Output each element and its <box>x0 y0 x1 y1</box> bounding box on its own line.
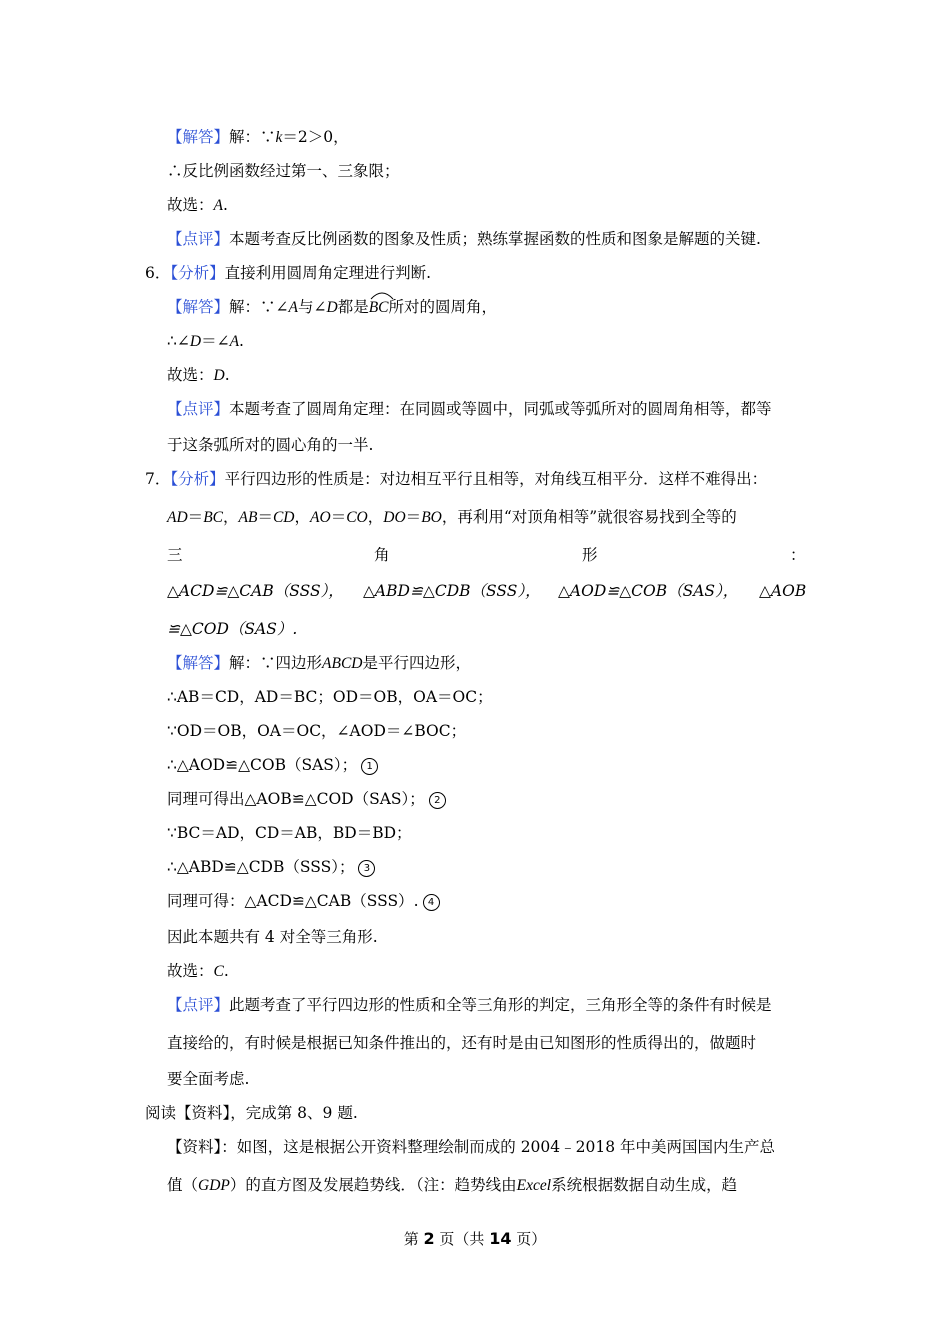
page-total: 14 <box>489 1229 512 1248</box>
q7-step-7: 同理可得：△ACD≌△CAB（SSS）. 4 <box>167 890 440 912</box>
q7-split-char-3: 形 <box>582 546 598 564</box>
q7-step-6: ∴△ABD≌△CDB（SSS）； 3 <box>167 856 375 878</box>
arc-icon <box>369 290 395 300</box>
page-footer: 第 2 页（共 14 页） <box>403 1229 547 1248</box>
comment-tag: 【点评】 <box>167 996 230 1014</box>
answer-tag: 【解答】 <box>167 654 230 672</box>
analysis-tag: 【分析】 <box>170 264 225 282</box>
comment-tag: 【点评】 <box>167 230 230 248</box>
q7-split-char-4: ： <box>790 546 806 564</box>
material-line-2: 值（GDP）的直方图及发展趋势线．（注：趋势线由Excel系统根据数据自动生成，趋 <box>167 1176 738 1194</box>
q5-answer-line: 【解答】解：∵k＝2＞0， <box>167 128 349 146</box>
answer-tag: 【解答】 <box>167 298 230 316</box>
q5-line2: ∴反比例函数经过第一、三象限； <box>167 162 400 180</box>
q7-analysis-eqs: AD＝BC，AB＝CD，AO＝CO，DO＝BO，再利用“对顶角相等”就很容易找到全等的 <box>167 508 737 526</box>
material-line-1: 【资料】：如图，这是根据公开资料整理绘制而成的 2004﹣2018 年中美两国国内生产总 <box>167 1138 776 1156</box>
q7-step-3: ∴△AOD≌△COB（SAS）； 1 <box>167 754 378 776</box>
q7-step-4: 同理可得出△AOB≌△COD（SAS）； 2 <box>167 788 446 810</box>
circled-number: 4 <box>423 894 440 911</box>
q6-line2: ∴∠D＝∠A. <box>167 332 244 350</box>
q7-congruences-2: △ABD≌△CDB（SSS）， <box>363 582 541 600</box>
arc-bc: BC <box>369 296 389 319</box>
q5-choice: 故选：A. <box>167 196 228 214</box>
question-number: 7． <box>145 470 171 488</box>
q7-step-5: ∵BC＝AD，CD＝AB，BD＝BD； <box>167 824 412 842</box>
circled-number: 2 <box>429 792 446 809</box>
q7-comment-3: 要全面考虑. <box>167 1070 250 1088</box>
q7-comment-2: 直接给的，有时候是根据已知条件推出的，还有时是由已知图形的性质得出的，做题时 <box>167 1034 757 1052</box>
q7-congruences-1: △ACD≌△CAB（SSS）， <box>167 582 344 600</box>
q7-step-1: ∴AB＝CD，AD＝BC；OD＝OB，OA＝OC； <box>167 688 493 706</box>
comment-tag: 【点评】 <box>167 400 230 418</box>
analysis-tag: 【分析】 <box>170 470 225 488</box>
q7-congruences-4: △AOB <box>759 582 807 600</box>
q7-congruences-3: △AOD≌△COB（SAS）， <box>558 582 739 600</box>
q7-split-char-2: 角 <box>374 546 390 564</box>
reading-intro: 阅读【资料】，完成第 8、9 题. <box>145 1104 358 1122</box>
page-number: 2 <box>423 1229 435 1248</box>
q7-split-char-1: 三 <box>167 546 183 564</box>
question-number: 6． <box>145 264 171 282</box>
answer-tag: 【解答】 <box>167 128 230 146</box>
q7-comment-1: 【点评】此题考查了平行四边形的性质和全等三角形的判定，三角形全等的条件有时候是 <box>167 996 772 1014</box>
q7-step-2: ∵OD＝OB，OA＝OC，∠AOD＝∠BOC； <box>167 722 467 740</box>
q7-analysis-line: 7．【分析】平行四边形的性质是：对边相互平行且相等，对角线互相平分．这样不难得出： <box>145 470 768 488</box>
q6-choice: 故选：D. <box>167 366 230 384</box>
q7-congruences-5: ≌△COD（SAS）. <box>167 620 298 638</box>
q6-comment-2: 于这条弧所对的圆心角的一半. <box>167 436 374 454</box>
q6-answer-line: 【解答】解：∵∠A与∠D都是 BC所对的圆周角， <box>167 296 497 319</box>
q6-analysis-line: 6．【分析】直接利用圆周角定理进行判断. <box>145 264 432 282</box>
material-tag: 【资料】 <box>167 1138 222 1156</box>
circled-number: 1 <box>361 758 378 775</box>
circled-number: 3 <box>358 860 375 877</box>
q5-comment: 【点评】本题考查反比例函数的图象及性质；熟练掌握函数的性质和图象是解题的关键. <box>167 230 761 248</box>
q7-answer-line: 【解答】解：∵四边形ABCD是平行四边形， <box>167 654 472 672</box>
q7-choice: 故选：C. <box>167 962 229 980</box>
q7-step-8: 因此本题共有 4 对全等三角形. <box>167 928 378 946</box>
q6-comment-1: 【点评】本题考查了圆周角定理：在同圆或等圆中，同弧或等弧所对的圆周角相等，都等 <box>167 400 772 418</box>
